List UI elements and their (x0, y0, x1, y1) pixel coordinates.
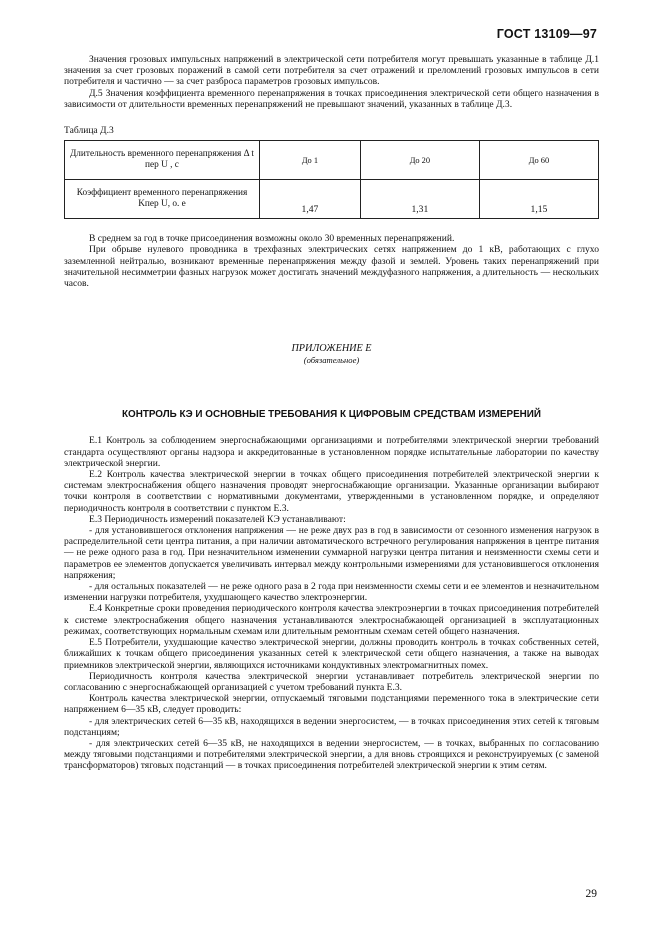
table-label: Таблица Д.3 (64, 125, 114, 137)
paragraph: Е.2 Контроль качества электрической энергии в точках общего присоединения потребителей электрической энергии к системам электроснабжения общего назначения проводят энергоснабжающие организации. Указанные организации выбирают точки контроля в соответствии с нормативными документами, утвержденными в установленном порядке, и определяют периодичность контроля в соответствии с пунктом Е.3. (64, 469, 599, 514)
paragraph: В среднем за год в точке присоединения возможны около 30 временных перенапряжений. (89, 233, 455, 245)
page-content (64, 54, 599, 772)
appendix-subtitle: (обязательное) (303, 355, 360, 366)
appendix-title: ПРИЛОЖЕНИЕ Е (291, 343, 372, 355)
table-d3 (64, 140, 599, 219)
appendix-heading: КОНТРОЛЬ КЭ И ОСНОВНЫЕ ТРЕБОВАНИЯ К ЦИФРОВЫМ СРЕДСТВАМ ИЗМЕРЕНИЙ (121, 409, 541, 421)
paragraph: Значения грозовых импульсных напряжений в электрической сети потребителя могут превышать указанные в таблице Д.1 значения за счет грозовых поражений в самой сети потребителя за счет отражений и преломлений грозовых импульсов в сети потребителя и частично — за счет разброса параметров грозовых импульсов. (64, 54, 599, 88)
standard-code-header: ГОСТ 13109—97 (496, 27, 597, 41)
table-value-cell: 1,31 (360, 180, 479, 219)
table-header-cell: До 20 (360, 141, 479, 180)
table-row-label: Коэффициент временного перенапряжения Kпер U, о. е (65, 180, 260, 219)
paragraph: При обрыве нулевого проводника в трехфазных электрических сетях напряжением до 1 кВ, работающих с глухо заземленной нейтралью, возникают временные перенапряжения между фазой и землей. Уровень таких перенапряжений при значительной несимметрии фазных нагрузок может достигать значений междуфазного напряжения, а длительность — нескольких часов. (64, 244, 599, 290)
table-row (65, 180, 599, 219)
table-header-cell: До 1 (260, 141, 361, 180)
table-header-cell: До 60 (479, 141, 598, 180)
list-item: - для электрических сетей 6—35 кВ, не находящихся в ведении энергосистем, — в точках, выбранных по согласованию между тяговыми подстанциями и потребителями электрической энергии, а для вновь строящихся и реконструируемых (с заменой трансформаторов) тяговых подстанций — в точках присоединения потребителей электрической энергии к этим сетям. (64, 737, 599, 772)
paragraph: Е.3 Периодичность измерений показателей КЭ устанавливают: (89, 513, 346, 525)
page-number: 29 (585, 888, 597, 900)
paragraph: Контроль качества электрической энергии, отпускаемый тяговыми подстанциями переменного тока в электрические сети напряжением 6—35 кВ, следует проводить: (64, 693, 599, 716)
table-row (65, 141, 599, 180)
table-value-cell: 1,15 (479, 180, 598, 219)
paragraph: Е.5 Потребители, ухудшающие качество электрической энергии, должны проводить контроль в точках собственных сетей, ближайших к точкам общего присоединения указанных сетей к электрической сети общего назначения, а также на выводах приемников электрической энергии, являющихся источниками кондуктивных электромагнитных помех. (64, 637, 599, 671)
table-value-cell: 1,47 (260, 180, 361, 219)
list-item: - для установившегося отклонения напряжения — не реже двух раз в год в зависимости от сезонного изменения нагрузок в распределительной сети центра питания, а при наличии автоматического встречного регулирования напряжения в центре питания — не реже одного раза в год. При незначительном изменении суммарной нагрузки центра питания и неизменности схемы сети и параметров ее элементов допускается увеличивать интервал между контрольными измерениями для установившегося отклонения напряжения; (64, 525, 599, 581)
list-item: - для электрических сетей 6—35 кВ, находящихся в ведении энергосистем, — в точках присоединения этих сетей к тяговым подстанциям; (64, 715, 599, 738)
paragraph: Е.4 Конкретные сроки проведения периодического контроля качества электроэнергии в точках присоединения потребителей к системе электроснабжения общего назначения устанавливаются электроснабжающей организацией в эксплуатационных режимах, соответствующих нормальным схемам или длительным ремонтным схемам сетей общего назначения. (64, 603, 599, 637)
table-row-label: Длительность временного перенапряжения Δ t пер U , с (65, 141, 260, 180)
paragraph: Периодичность контроля качества электрической энергии устанавливает потребитель электрической энергии по согласованию с энергоснабжающей организацией с учетом требований пункта Е.3. (64, 670, 599, 693)
paragraph: Е.1 Контроль за соблюдением энергоснабжающими организациями и потребителями электрической энергии требований стандарта осуществляют органы надзора и аккредитованные в установленном порядке испытательные лаборатории по качеству электрической энергии. (64, 435, 599, 469)
paragraph: Д.5 Значения коэффициента временного перенапряжения в точках присоединения электрической сети общего назначения в зависимости от длительности временных перенапряжений не превышают значений, указанных в таблице Д.3. (64, 87, 599, 110)
list-item: - для остальных показателей — не реже одного раза в 2 года при неизменности схемы сети и ее элементов и незначительном изменении нагрузки потребителя, ухудшающего качество электроэнергии. (64, 581, 599, 604)
